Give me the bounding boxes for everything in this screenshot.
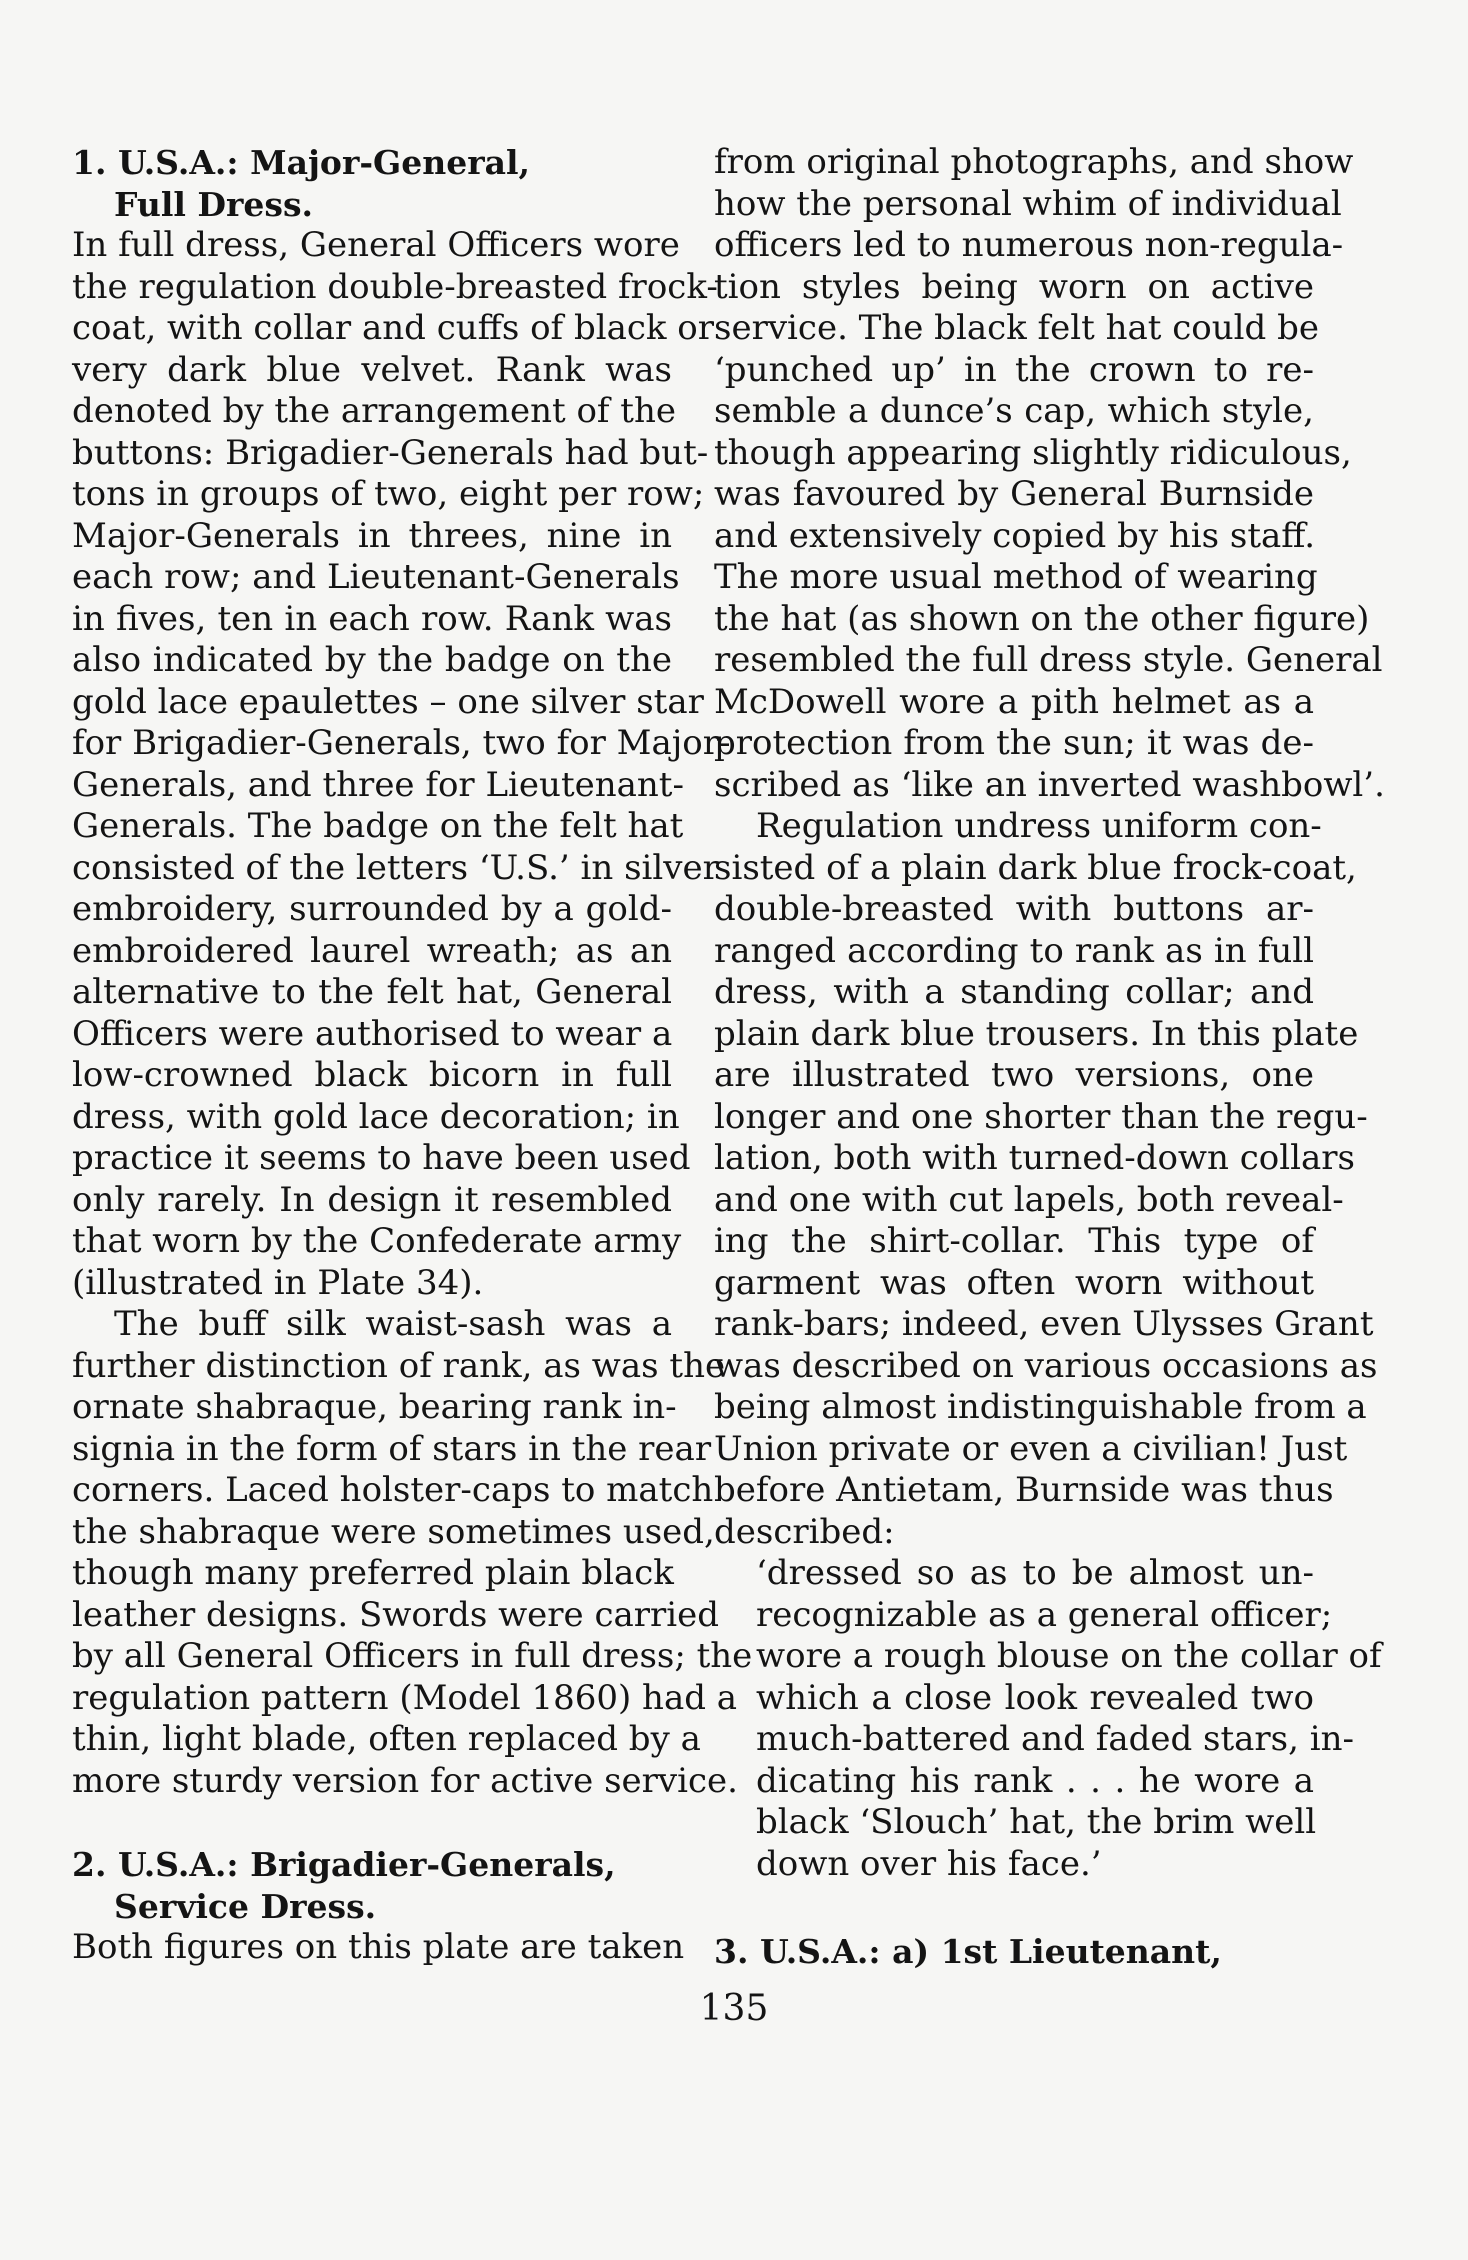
text-line: the hat (as shown on the other figure): [714, 598, 1370, 639]
quote-line: dicating his rank . . . he wore a: [756, 1760, 1314, 1801]
quote-line: much-battered and faded stars, in-: [756, 1719, 1355, 1759]
text-line: The more usual method of wearing: [714, 557, 1318, 597]
text-line: resembled the full dress style. General: [714, 640, 1383, 680]
text-line: further distinction of rank, as was the: [72, 1345, 726, 1386]
quote-line: ‘dressed so as to be almost un-: [756, 1553, 1314, 1593]
text-line: alternative to the felt hat, General: [72, 972, 672, 1012]
quote-line: black ‘Slouch’ hat, the brim well: [756, 1802, 1317, 1842]
text-line: buttons: Brigadier-Generals had but-: [72, 432, 709, 473]
text-line: ranged according to rank as in full: [714, 930, 1314, 971]
text-line: being almost indistinguishable from a: [714, 1387, 1367, 1427]
section-heading: 1. U.S.A.: Major-General,: [72, 143, 530, 182]
text-line: longer and one shorter than the regu-: [714, 1096, 1368, 1137]
text-line: ‘punched up’ in the crown to re-: [714, 349, 1314, 390]
text-line: regulation pattern (Model 1860) had a: [72, 1677, 738, 1718]
paragraph-end: described:: [714, 1511, 895, 1552]
paragraph-start: Regulation undress uniform con-: [756, 806, 1322, 846]
paragraph-end: scribed as ‘like an inverted washbowl’.: [714, 764, 1385, 805]
text-line: very dark blue velvet. Rank was: [72, 349, 672, 390]
text-line: was described on various occasions as: [714, 1345, 1378, 1386]
text-line: Both figures on this plate are taken: [72, 1927, 685, 1967]
text-line: tion styles being worn on active: [714, 266, 1314, 307]
text-line: the regulation double-breasted frock-: [72, 266, 718, 307]
text-line: Major-Generals in threes, nine in: [72, 515, 672, 556]
text-line: though appearing slightly ridiculous,: [714, 432, 1352, 473]
text-line: how the personal whim of individual: [714, 183, 1342, 224]
section-heading: 3. U.S.A.: a) 1st Lieutenant,: [714, 1932, 1222, 1971]
text-line: officers led to numerous non-regula-: [714, 225, 1344, 265]
text-line: denoted by the arrangement of the: [72, 391, 676, 431]
text-line: leather designs. Swords were carried: [72, 1594, 720, 1635]
quote-line: recognizable as a general officer;: [756, 1594, 1333, 1635]
section-heading-cont: Full Dress.: [114, 184, 314, 224]
text-line: before Antietam, Burnside was thus: [714, 1470, 1334, 1510]
text-line: by all General Officers in full dress; the: [72, 1636, 753, 1676]
text-line: dress, with gold lace decoration; in: [72, 1096, 680, 1137]
section-heading-cont: Service Dress.: [114, 1886, 377, 1926]
text-line: for Brigadier-Generals, two for Major-: [72, 723, 731, 763]
quote-line: which a close look revealed two: [756, 1677, 1314, 1718]
text-line: signia in the form of stars in the rear: [72, 1428, 712, 1469]
text-line: and one with cut lapels, both reveal-: [714, 1179, 1344, 1220]
text-line: only rarely. In design it resembled: [72, 1179, 672, 1220]
text-line: embroidered laurel wreath; as an: [72, 930, 672, 971]
left-column: [72, 142, 753, 1969]
text-line: gold lace epaulettes – one silver star: [72, 681, 704, 722]
text-line: embroidery, surrounded by a gold-: [72, 889, 672, 929]
text-line: dress, with a standing collar; and: [714, 972, 1314, 1012]
text-line: plain dark blue trousers. In this plate: [714, 1013, 1359, 1054]
quote-line: wore a rough blouse on the collar of: [756, 1636, 1382, 1676]
quote-line: down over his face.’: [756, 1843, 1102, 1884]
text-line: ornate shabraque, bearing rank in-: [72, 1387, 677, 1427]
text-line: Union private or even a civilian! Just: [714, 1428, 1348, 1469]
text-line: corners. Laced holster-caps to match: [72, 1470, 714, 1510]
text-line: are illustrated two versions, one: [714, 1055, 1314, 1095]
text-line: the shabraque were sometimes used,: [72, 1511, 715, 1552]
text-line: practice it seems to have been used: [72, 1138, 691, 1178]
text-line: thin, light blade, often replaced by a: [72, 1719, 701, 1759]
text-line: In full dress, General Officers wore: [72, 225, 680, 265]
text-line: McDowell wore a pith helmet as a: [714, 681, 1314, 722]
text-line: though many preferred plain black: [72, 1553, 674, 1593]
text-line: each row; and Lieutenant-Generals: [72, 557, 680, 597]
text-line: Generals. The badge on the felt hat: [72, 806, 684, 846]
text-line: rank-bars; indeed, even Ulysses Grant: [714, 1304, 1374, 1344]
text-line: tons in groups of two, eight per row;: [72, 474, 705, 514]
text-line: semble a dunce’s cap, which style,: [714, 391, 1314, 431]
text-line: consisted of the letters ‘U.S.’ in silver: [72, 847, 719, 888]
text-line: lation, both with turned-down collars: [714, 1138, 1355, 1178]
right-column: [714, 142, 1385, 1973]
page-number: 135: [699, 1988, 769, 2029]
text-line: coat, with collar and cuffs of black or: [72, 308, 715, 348]
text-line: ing the shirt-collar. This type of: [714, 1221, 1314, 1261]
text-line: that worn by the Confederate army: [72, 1221, 682, 1261]
text-line: from original photographs, and show: [714, 142, 1354, 182]
paragraph-end: more sturdy version for active service.: [72, 1760, 738, 1801]
text-line: protection from the sun; it was de-: [714, 723, 1314, 763]
paragraph-start: The buff silk waist-sash was a: [114, 1304, 672, 1344]
text-line: sisted of a plain dark blue frock-coat,: [714, 847, 1357, 888]
text-line: low-crowned black bicorn in full: [72, 1055, 672, 1095]
text-line: was favoured by General Burnside: [714, 474, 1314, 514]
text-line: and extensively copied by his staff.: [714, 515, 1316, 556]
section-gap: [714, 1885, 1314, 1931]
text-line: double-breasted with buttons ar-: [714, 889, 1314, 929]
text-line: in fives, ten in each row. Rank was: [72, 598, 672, 639]
text-line: service. The black felt hat could be: [714, 308, 1319, 348]
section-gap: [72, 1802, 672, 1844]
text-line: also indicated by the badge on the: [72, 640, 672, 680]
section-heading: 2. U.S.A.: Brigadier-Generals,: [72, 1845, 616, 1884]
paragraph-end: (illustrated in Plate 34).: [72, 1262, 484, 1303]
text-line: Officers were authorised to wear a: [72, 1013, 673, 1054]
text-line: Generals, and three for Lieutenant-: [72, 764, 684, 805]
text-line: garment was often worn without: [714, 1262, 1314, 1303]
